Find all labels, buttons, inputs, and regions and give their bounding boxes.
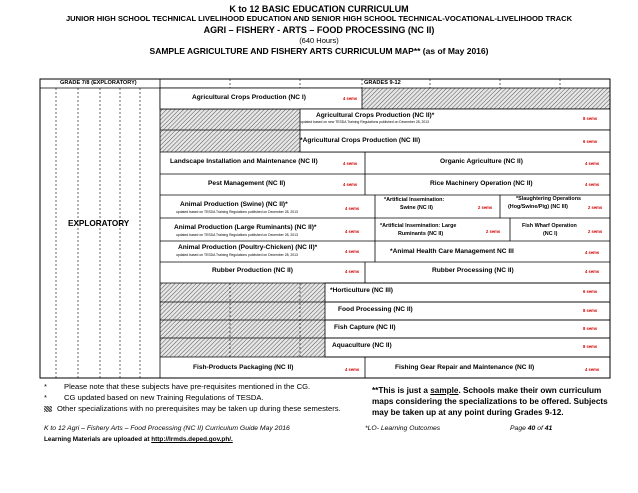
subject-fish-wharf-line2: (NC I) xyxy=(543,231,558,237)
sems-badge: 4 sems xyxy=(345,229,360,234)
sems-badge: 4 sems xyxy=(343,182,358,187)
subject-fishing-gear: Fishing Gear Repair and Maintenance (NC II) xyxy=(395,364,535,371)
subject-organic-agri: Organic Agriculture (NC II) xyxy=(440,158,523,165)
sems-badge: 4 sems xyxy=(345,367,360,372)
hatch-region xyxy=(362,88,610,109)
sems-badge: 2 sems xyxy=(588,205,603,210)
sems-badge: 4 sems xyxy=(343,161,358,166)
sems-badge: 2 sems xyxy=(486,229,501,234)
header-line-5: SAMPLE AGRICULTURE AND FISHERY ARTS CURRICULUM MAP** (as of May 2016) xyxy=(149,46,489,56)
page-number: 40 xyxy=(527,425,536,432)
subject-pest-mgmt: Pest Management (NC II) xyxy=(208,180,286,187)
subject-fish-products: Fish-Products Packaging (NC II) xyxy=(193,364,294,371)
subject-update-note: updated based on TESDA Training Regulations published on December 28, 2013 xyxy=(176,253,298,257)
subject-ai-swine: *Artificial Insemination: xyxy=(384,197,445,203)
sems-badge: 4 sems xyxy=(585,182,600,187)
sems-badge: 4 sems xyxy=(585,269,600,274)
column-header-grades: GRADES 9-12 xyxy=(364,80,401,86)
subject-fish-wharf: Fish Wharf Operation xyxy=(522,223,577,229)
subject-animal-poultry: Animal Production (Poultry-Chicken) (NC II)* xyxy=(178,244,318,251)
subject-agri-crops-nc1: Agricultural Crops Production (NC I) xyxy=(192,94,306,101)
page-mid: of xyxy=(535,425,545,432)
header-line-1: K to 12 BASIC EDUCATION CURRICULUM xyxy=(229,4,409,14)
page-prefix: Page xyxy=(510,425,528,432)
footnote-2: CG updated based on new Training Regulations of TESDA. xyxy=(64,393,264,402)
materials-link[interactable]: http://lrmds.deped.gov.ph/. xyxy=(151,436,233,443)
subject-slaughtering-line2: (Hog/Swine/Pig) (NC III) xyxy=(508,204,568,210)
subject-ai-ruminants: *Artificial Insemination: Large xyxy=(380,223,457,229)
page-total: 41 xyxy=(544,425,553,432)
subject-ai-ruminants-line2: Ruminants (NC II) xyxy=(398,231,444,237)
footnote-2-mark: * xyxy=(44,393,47,402)
sems-badge: 8 sems xyxy=(583,344,598,349)
footnote-3 xyxy=(44,404,341,413)
sems-badge: 4 sems xyxy=(345,249,360,254)
subject-fish-capture: Fish Capture (NC II) xyxy=(334,324,396,331)
sems-badge: 4 sems xyxy=(585,161,600,166)
header-line-2: JUNIOR HIGH SCHOOL TECHNICAL LIVELIHOOD EDUCATION AND SENIOR HIGH SCHOOL TECHNICAL-VOCATIONAL-LIVELIHOOD TRACK xyxy=(65,14,573,23)
sems-badge: 2 sems xyxy=(588,229,603,234)
sample-note xyxy=(372,385,612,418)
materials-text: Learning Materials are uploaded at xyxy=(44,436,152,443)
subject-horticulture: *Horticulture (NC III) xyxy=(330,287,394,294)
sample-note-underlined: sample xyxy=(430,386,459,395)
sems-badge: 8 sems xyxy=(583,116,598,121)
subject-landscape: Landscape Installation and Maintenance (NC II) xyxy=(170,158,318,165)
sems-badge: 8 sems xyxy=(583,326,598,331)
header-line-4: (640 Hours) xyxy=(299,36,339,45)
hatch-swatch-icon xyxy=(44,406,52,412)
subject-ai-swine-line2: Swine (NC II) xyxy=(400,205,433,211)
sems-badge: 2 sems xyxy=(478,205,493,210)
sems-badge: 4 sems xyxy=(345,269,360,274)
subject-rice-machinery: Rice Machinery Operation (NC II) xyxy=(430,180,533,187)
header-line-3: AGRI – FISHERY - ARTS – FOOD PROCESSING (NC II) xyxy=(203,25,435,35)
sems-badge: 6 sems xyxy=(583,289,598,294)
subject-agri-crops-nc2: Agricultural Crops Production (NC II)* xyxy=(316,112,435,119)
subject-food-processing: Food Processing (NC II) xyxy=(338,306,413,313)
sems-badge: 4 sems xyxy=(345,206,360,211)
subject-update-note: updated based on TESDA Training Regulations published on December 28, 2013 xyxy=(176,233,298,237)
sems-badge: 4 sems xyxy=(343,96,358,101)
footnote-1: Please note that these subjects have pre-requisites mentioned in the CG. xyxy=(64,382,311,391)
footer-lo-note: *LO- Learning Outcomes xyxy=(365,425,441,432)
subject-animal-swine: Animal Production (Swine) (NC II)* xyxy=(180,201,288,208)
subject-animal-ruminants: Animal Production (Large Ruminants) (NC II)* xyxy=(174,224,317,231)
subject-update-note: updated based on new TESDA Training Regulations published on December 28, 2013 xyxy=(300,120,430,124)
footnote-1-mark: * xyxy=(44,382,47,391)
sample-note-post: . Schools make their own curriculum maps considering the specializations to be offered. Subjects may be taken up at any point during Grades 9-12. xyxy=(372,386,608,417)
hatch-region xyxy=(160,109,300,130)
sems-badge: 4 sems xyxy=(585,367,600,372)
sample-note-pre: **This is just a xyxy=(372,386,431,395)
footer-page xyxy=(510,425,552,432)
footnote-3-text: Other specializations with no prerequisites may be taken up during these semesters. xyxy=(57,404,341,413)
footer-materials xyxy=(44,436,233,443)
sems-badge: 4 sems xyxy=(585,250,600,255)
subject-update-note: updated based on TESDA Training Regulations published on December 28, 2013 xyxy=(176,210,298,214)
column-header-exploratory: GRADE 7/8 (EXPLORATORY) xyxy=(60,80,137,86)
subject-agri-crops-nc3: *Agricultural Crops Production (NC III) xyxy=(300,137,421,144)
sems-badge: 8 sems xyxy=(583,308,598,313)
subject-slaughtering: *Slaughtering Operations xyxy=(516,196,581,202)
subject-animal-health: *Animal Health Care Management NC III xyxy=(390,248,514,255)
subject-rubber-processing: Rubber Processing (NC II) xyxy=(432,267,514,274)
footer-guide-title: K to 12 Agri – Fishery Arts – Food Processing (NC II) Curriculum Guide May 2016 xyxy=(44,425,290,432)
sems-badge: 6 sems xyxy=(583,139,598,144)
exploratory-label: EXPLORATORY xyxy=(68,219,130,228)
subject-aquaculture: Aquaculture (NC II) xyxy=(332,342,392,349)
subject-rubber-production: Rubber Production (NC II) xyxy=(212,267,293,274)
